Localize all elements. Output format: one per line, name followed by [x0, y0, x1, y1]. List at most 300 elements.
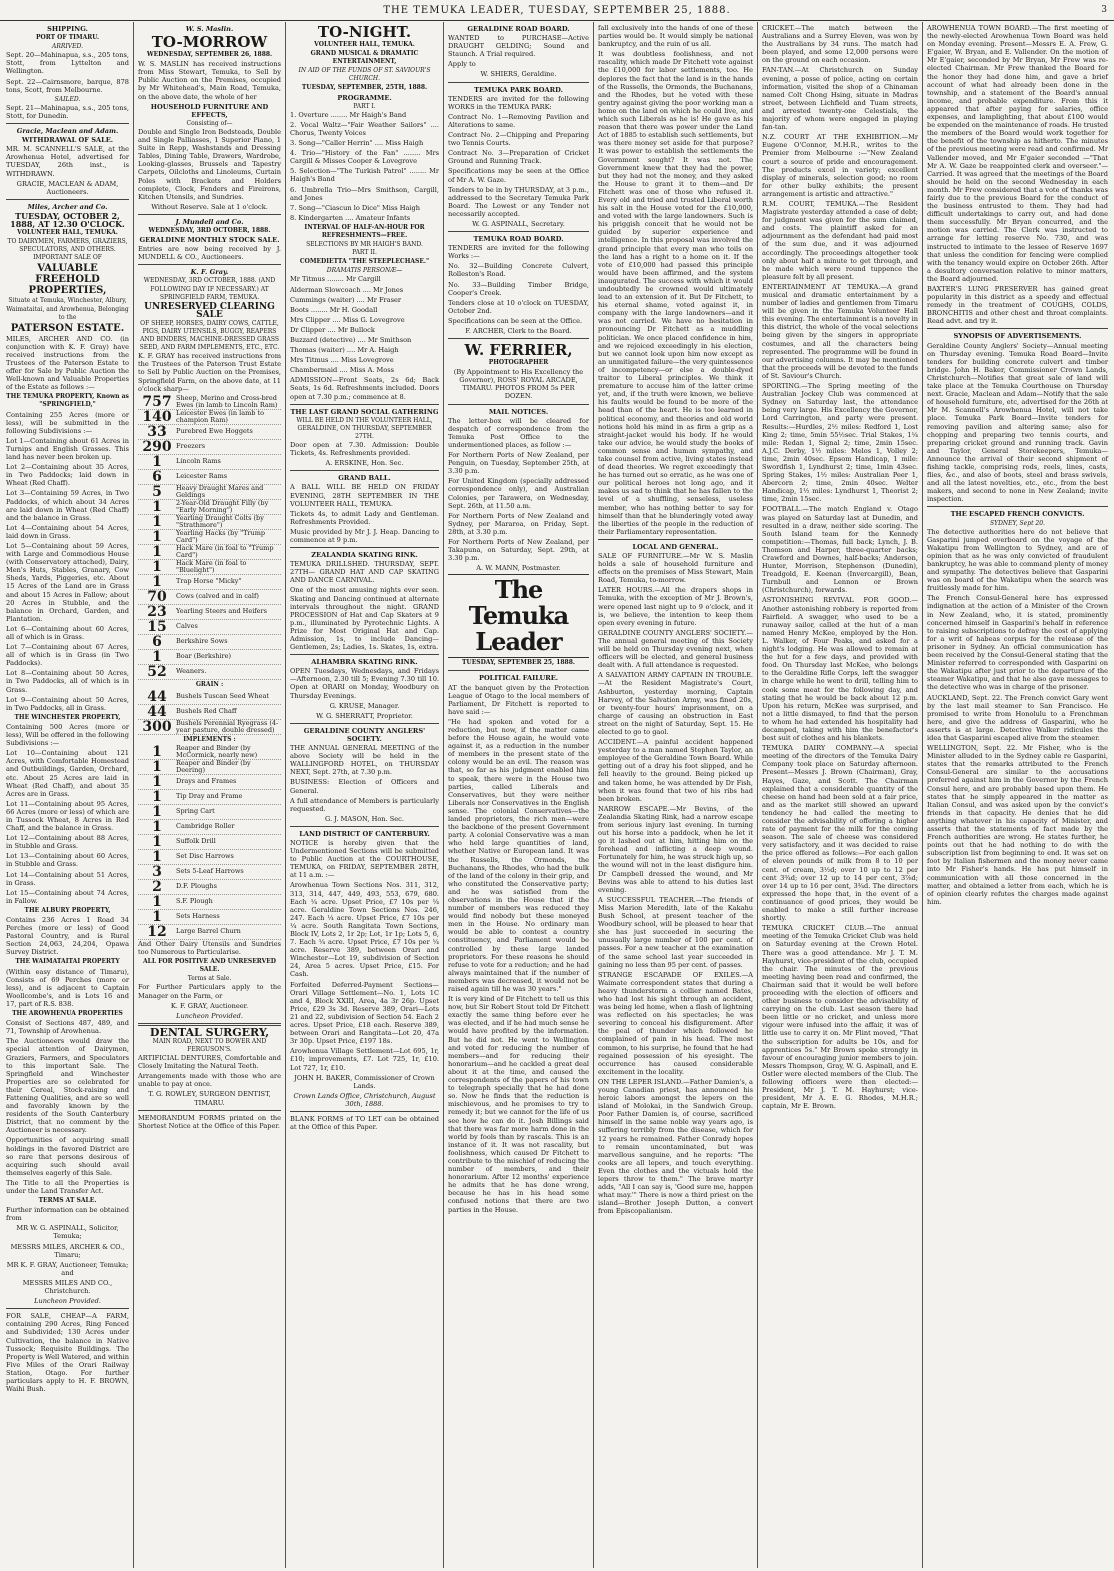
specs: Specifications may be seen at the Office of Mr A. W. Gaze.: [448, 167, 589, 184]
baker2: Crown Lands Office, Christchurch, August 30th, 1888.: [293, 1091, 436, 1108]
unreserved-heading: UNRESERVED CLEARING SALE: [144, 301, 275, 320]
grand-ball: GRAND BALL.: [338, 474, 391, 483]
convict-para: The French Consul-General here has expressed indignation at the action of a Minister of the Crown in New Zealand, who, it is stated, prominently concerned himself in Gasparini's behalf in reference to raising subscriptions to defray the cost of applying for a writ of habeas corpus for the release of the prisoner in Sydney. An official communication has been received by the Consul-General stating that the Minister referred to corresponded with Gasparini on the Wakatipu after just prior to the departure of the steamer Wakatipu, and that he also gave messages to the detective who was in charge of the prisoner.: [927, 594, 1108, 692]
column-5: [594, 22, 758, 1568]
mail-item: For Northern Ports of New Zealand and Sydney, per Mararoa, on Friday, Sept. 28th, at 3.30 p.m.: [448, 511, 589, 536]
stock-desc: Spring Cart: [176, 807, 215, 816]
stock-row: [138, 620, 281, 635]
stock-desc: Calves: [176, 622, 198, 631]
arrived-label: ARRIVED.: [52, 43, 83, 51]
stock-count: 1: [152, 893, 162, 910]
stock-desc: Cows (calved and in calf): [176, 592, 259, 601]
stock-desc: Leicester Rams: [176, 472, 228, 481]
local-item: SALE OF FURNITURE.—Mr W. S. Maslin holds a sale of household furniture and effects on the premises of Miss Stewart, Main Road, Temuka, to-morrow.: [598, 552, 753, 585]
programme-item: 8. Kindergarten .... Amateur Infants: [290, 213, 411, 222]
stock-row: [138, 665, 281, 680]
news-item: AROWHENUA TOWN BOARD.—The first meeting of the newly-elected Arowhenua Town Board was held on Monday evening. Present—Messrs E. A. Frew, G. E'gaier, W. Bryan, and E. Vallender. On the motion of Mr E'gaier, seconded by Mr Bryan, Mr Frew was re-elected Chairman. Mr Frew thanked the Board for the honor they had done him, and gave a brief account of what had already been done in the township, and a statement of the Board's annual income, and probable expenditure. From this it appeared that after paying for salaries, office expenses, and lamplighting, that about £100 would be expended on the maintenance of roads. He trusted the members of the Board would work together for the benefit of the township as hitherto. The minutes of the previous meeting were read and confirmed. Mr Vallender moved, and Mr E'gaier seconded —"That Mr A. W. Gaze be reappointed clerk and overseer."—Carried. It was agreed that the meetings of the Board should be held on the second Wednesday in each month. Mr Frew considered that a vote of thanks was fairly due to the previous Board for the conduct of the business entrusted to them. They had had difficult undertakings to carry out, and had done them successfully. Mr Bryan concurred, and the motion was carried. The Clerk was instructed to arrange for letting reserve No. 730, and was instructed to intimate to the lessee of Reserve 1697 that unless the condition for fencing were complied with the tenancy would expire on October 26th. After a desultory conversation relative to minor matters, the Board adjourned.: [927, 24, 1108, 283]
apply: Apply to: [448, 60, 476, 69]
local-item: GERALDINE COUNTY ANGLERS' SOCIETY.—The annual general meeting of this Society will be held on Thursday evening next, when officers will be elected, and general business dealt with. A full attendance is requested.: [598, 628, 753, 670]
stock-desc: Drays and Frames: [176, 777, 237, 786]
mail-item: For Northern Ports of New Zealand, per Penguin, on Tuesday, September 25th, at 3.30 p.m.: [448, 451, 589, 476]
synopsis-body: Geraldine County Anglers' Society—Annual meeting on Thursday evening. Temuka Road Board—Invite tenders for building concrete culvert and timber bridge. John H. Baker, Commissioner Crown Lands, Christchurch—Notifies that great sale of land will take place at the Temuka Courthouse on Thursday next. Gracie, Maclean and Adam—Notify that the sale of household furniture, etc, advertised for the 26th at Mr M. Scannell's Arowhenua Hotel, will not take place. Temuka Park Board—Invite tenders for removing pavilion and altering same; also for chopping and preparing two tennis courts, and preparing cricket ground and running track. Gavin and Taylor, General Storekeepers, Temuka—Announce the arrival of their second shipment of fishing tackle, comprising rods, reels, lines, casts, flies, &c., and also of boots, steel and brass swivels, and all the latest novelties, etc., etc., from the best makers, and second to none in New Zealand; invite inspection.: [927, 341, 1108, 504]
contact: MESSRS MILES AND CO., Christchurch.: [22, 1278, 113, 1296]
programme-heading: PROGRAMME.: [337, 93, 392, 102]
title-line: The Title to all the Properties is under the Land Transfer Act.: [6, 1178, 129, 1195]
column-6: [758, 22, 923, 1568]
cast-item: Alderman Slowcoach .... Mr Jones: [290, 285, 404, 294]
stock-row: [138, 895, 281, 910]
stock-count: 1: [152, 758, 162, 775]
stock-row: [138, 805, 281, 820]
stock-desc: Bushels Perennial Ryegrass (4-year pasture, double dressed): [176, 718, 279, 734]
waimataitai-desc: (Within easy distance of Timaru), Consists of 69 Perches (more or less), and is adjacent to Captain Woollcombe's, and is Lots 16 and 17, part of R.S. 838.: [6, 967, 129, 1008]
stock-desc: Large Barrel Churn: [176, 927, 241, 936]
land-body2: Arowhenua Town Sections Nos. 311, 312, 313, 314, 447, 449, 493, 553, 679, 680. Each ¼ acre. Upset Price, £7 10s per ¼ acre. Geraldine Town Sections Nos. 246, 247. Each ¼ acre. Upset Price, £7 10s per ¼ acre. South Rangitata Town Sections, Block IV, Lots 2, 1r 2p; Lot, 1r 1p; Lots 5, 6, 7. Each ¼ acre. Upset Price, £7 10s per ¼ acre. Reserve 389, between Orari and Winchester—Lot 19, subdivision of Section 24, Area 5 acres. Upset Price, £15. For Cash.: [290, 881, 439, 979]
important-sale: IMPORTANT SALE OF: [33, 254, 102, 262]
contact: MR W. G. ASPINALL, Solicitor, Temuka;: [16, 1224, 119, 1241]
stock-row: [138, 865, 281, 880]
stock-desc: D.F. Ploughs: [176, 882, 217, 891]
gray-heading: K. F. Gray.: [190, 268, 229, 277]
winchester-desc: Containing 500 Acres (more or less), Will be offered in the following Subdivisions :—: [6, 722, 129, 748]
synopsis-heading: SYNOPSIS OF ADVERTISEMENTS.: [953, 332, 1082, 341]
stock-desc: Trap Horse "Micky": [176, 577, 242, 586]
sherratt: W. G. SHERRATT, Proprietor.: [316, 711, 413, 720]
stock-desc: Reaper and Binder (by McCormick, nearly new): [176, 743, 258, 759]
news-item: TEMUKA CRICKET CLUB.—The annual meeting of the Temuka Cricket Club was held on Saturday evening at the Crown Hotel. There was a good attendance. Mr J. T. M. Hayhurst, vice-president of the club, occupied the chair. The minutes of the previous meeting having been read and confirmed, the Chairman said that it would be well before proceeding with the election of officers and other business to consider the advisability of carrying on the club. Last season there had been little or no cricket, and unless more vigour were infused into the affair, it was of little use to carry it on. Mr Flint moved, "That the subscription for adults be 10s, and for apprentices 5s." Mr Brown spoke strongly in favour of encouraging junior members to join. Messrs Thompson, Gray, W. G. Aspinall, and E. Ostler were elected members of the Club. The following officers were then elected:—President, Mr J. T. M. Hayhurst; vice-president, Mr A. E. G. Rhodes, M.H.R.; captain, Mr E. Brown.: [762, 924, 918, 1111]
local-general: LOCAL AND GENERAL.: [632, 542, 719, 551]
stock-row: [138, 910, 281, 925]
stock-desc: Reaper and Binder (by Deering): [176, 758, 251, 774]
column-1: [2, 22, 134, 1568]
masthead-title: THE TEMUKA LEADER, TUESDAY, SEPTEMBER 25, 1888.: [383, 4, 731, 16]
comedietta: COMEDIETTA "THE STEEPLECHASE.": [299, 258, 430, 266]
dramatis: DRAMATIS PERSONÆ—: [326, 267, 403, 275]
convict-para: WELLINGTON, Sept. 22. Mr Fisher, who is the Minister alluded to in the Sydney cable re Gasparini, states that the remarks attributed to the French Consul-General are similar to the accusations preferred against him in the Governor by the French Consul here, and are probably based upon them. He states that he simply appeared in the matter as Italian Consul, and was asked upon by the convict's friends in that capacity. He denies that he did anything whatever in his capacity of Minister, and asserts that the statements of fact made by the French authorities are wrong. He states further, he points out that he had nothing to do with the subscription list from beginning to end. It was set on foot by Italian fishermen and the money never came into Mr Fisher's hands. He has put himself in communication with all those concerned in the matter, and obtained a letter from each, which he is of opinion clearly refutes the charges made against him.: [927, 744, 1108, 906]
stock-row: [138, 485, 281, 500]
stock-of: OF SHEEP, HORSES, DAIRY COWS, CATTLE, PIGS, DAIRY UTENSILS, BUGGY, REAPERS AND BINDERS, MACHINE-DRESSED GRASS SEED, AND FARM IMPLEMENTS, ETC., ETC.: [139, 319, 280, 352]
paper-title: The Temuka Leader: [448, 574, 589, 658]
stock-count: 1: [152, 803, 162, 820]
political-failure: POLITICAL FAILURE.: [478, 674, 559, 683]
lot-item: Lot 15—Containing about 74 Acres, in Fallow.: [6, 888, 129, 905]
stock-count: 52: [147, 663, 167, 680]
cast-item: Mrs Clipper .... Miss G. Lovegrove: [290, 315, 405, 324]
lot-item: Lot 8—Containing about 50 Acres, in Two Paddocks, all of which is in Grass.: [6, 669, 129, 694]
mail-item: For Northern Ports of New Zealand, per Takapuna, on Saturday, Sept. 29th, at 3.30 p.m.: [448, 537, 589, 563]
stock-desc: Bushels Tuscan Seed Wheat: [176, 692, 270, 701]
road-item: No. 32—Building Concrete Culvert, Rolleston's Road.: [448, 262, 589, 279]
stock-count: 1: [152, 648, 162, 665]
stock-count: 6: [152, 468, 162, 485]
sale-venue: VOLUNTEER HALL, TEMUKA.: [17, 229, 118, 237]
stock-row: [138, 605, 281, 620]
furniture-items: Double and Single Iron Bedsteads, Double and Single Palliasses, 1 Superior Piano, 1 Suite in Repp, Washstands and Dressing Tables, Dining Table, Drawers, Wardrobe, Looking-glasses, Brussels and Tapestry Carpets, Oilcloths and Linoleums, Curtain Poles with Brackets and Holders complete, Clock, Fenders and Fireirons, Kitchen Utensils, and Sundries.: [138, 127, 281, 201]
stock-count: 757: [142, 393, 172, 410]
news-item: TEMUKA DAIRY COMPANY.—A special meeting of the directors of the Temuka Dairy Company took place on Saturday afternoon. Present—Messrs J. Brown (Chairman), Gray, Hayes, Gaze, and Scott. The Chairman explained that a considerable quantity of the cheese on hand had been sold at a fair price, and as the market still showed an upward tendency he had called the meeting to consider the advisability of offering a higher rate of payment for the milk for the coming season. The sale of cheese was considered very satisfactory, and it was decided to raise the price offered as follows:—For each gallon of eleven pounds of milk from 8 to 10 per cent. of cream, 3½d; over 10 up to 12 per cent 3¾d; over 12 up to 14 per cent, 3⅞d; over 14 up to 16 per cent, 3¾d. The directors expressed the hope that, in the event of a continuance of good prices, they would be enabled to make a still further increase shortly.: [762, 744, 918, 923]
music: Music provided by Mr J. J. Heap. Dancing to commence at 9 p.m.: [290, 527, 439, 544]
stock-row: [138, 500, 281, 515]
arowhenua-property: THE AROWHENUA PROPERTIES: [12, 1010, 123, 1018]
stock-row: [138, 745, 281, 760]
local-item: ACCIDENT.—A painful accident happened yesterday to a man named Stephen Taylor, an employee of the Geraldine Town Board. While getting out of a dray his foot slipped, and he fell heavily to the ground. Being picked up and taken home, he was attended by Dr Fish, when it was found that two of his ribs had been broken.: [598, 738, 753, 803]
stock-desc: Bushels Red Chaff: [176, 707, 237, 716]
luncheon: Luncheon Provided.: [34, 1297, 101, 1306]
lot-item: Lot 9—Containing about 50 Acres, in Two Paddocks, all in Grass.: [6, 695, 129, 712]
stock-count: 70: [147, 588, 167, 605]
grain-heading: GRAIN :: [195, 680, 224, 688]
column-4: [444, 22, 594, 1568]
maslin-body: W. S. MASLIN has received instructions from Miss Stewart, Temuka, to Sell by Public Auction on the Premises, occupied by Mr Whitehead's, Main Road, Temuka, on the above date, the whole of her: [138, 60, 281, 101]
stock-row: [138, 925, 281, 940]
stock-row: [138, 880, 281, 895]
park-tenders: TENDERS are invited for the following WORKS in the TEMUKA PARK:: [448, 94, 589, 111]
column-7: [923, 22, 1112, 1568]
news-item: N.Z. COURT AT THE EXHIBITION.—Mr Eugene O'Connor, M.H.R., writes to the Premier from Melbourne :—"New Zealand court a source of pride and encouragement. The products excel in variety; excellent display of minerals, selection good; no room for other bulky exhibits; the present arrangement is artistic and attractive.": [762, 133, 918, 198]
stock-count: 1: [152, 558, 162, 575]
maslin-heading: W. S. Maslin.: [185, 25, 234, 33]
news-item: FAN-TAN.—At Christchurch on Sunday evening, a posse of police, acting on certain information, visited the shop of a Chinaman named Colt Chong Hsing, situate in Madras street, between Lichfield and Tuam streets, and arrested twenty-one Celestials, the majority of whom were engaged in playing fan-tan.: [762, 66, 918, 132]
sale-intro: MILES, ARCHER AND CO. (in conjunction with K. F. Gray) have received instructions from the Trustees of the Paterson Estate to offer for Sale by Public Auction the Well-known and Valuable Properties of the Estate as follows :—: [6, 334, 129, 392]
land-body3: Forfeited Deferred-Payment Sections— Orari Village Settlement—No. 1, Lots 1C and 4, Block XXIII, Area, 4a 3r 26p. Upset Price, £29 3s 3d. Reserve 389, Orari—Lots 21 and 22, subdivision of Section 54. Each 2 acres. Upset Price, £18 each. Reserve 389, between Orari and Rangitata—Lot 20, 47a 3r 30p. Upset Price, £197 18s.: [290, 980, 439, 1046]
editorial-cont: fall exclusively into the hands of one of these parties would be. It would simply be national bankruptcy, and the ruin of us all.: [598, 24, 753, 49]
stock-count: 1: [152, 788, 162, 805]
land-body4: Arowhenua Village Settlement—Lot 695, 1r, £10; improvements, £7. Lot 725, 1r, £10. Lot 727, 1r, £10.: [290, 1047, 439, 1072]
part-2: PART II.: [352, 249, 377, 257]
selections: SELECTIONS BY MR HAIGH'S BAND.: [306, 241, 423, 249]
local-item: LATER HOURS.—All the drapers shops in Temuka, with the exception of Mr J. Brown's, were opened last night up to 9 o'clock, and it is, we believe, the intention to keep them open every evening in future.: [598, 586, 753, 627]
news-item: ENTERTAINMENT AT TEMUKA.—A grand musical and dramatic entertainment by a number of ladies and gentlemen from Timaru will be given in the Temuka Volunteer Hall this evening. The entertainment is a novelty in this district, the whole of the vocal selections being given by the singers in appropriate costumes, and all the characters being represented. The programme will be found in our advertising columns. It may be mentioned that the proceeds will be devoted to the funds of St. Saviour's Church.: [762, 282, 919, 380]
baker: JOHN H. BAKER, Commissioner of Crown Lands.: [294, 1073, 435, 1090]
photographer: PHOTOGRAPHER: [488, 359, 549, 367]
temuka-road-board: TEMUKA ROAD BOARD.: [473, 235, 564, 244]
stock-count: 1: [152, 513, 162, 530]
blank-forms: BLANK FORMS of TO LET can be obtained at the Office of this Paper.: [290, 1114, 439, 1132]
stock-desc: Lincoln Rams: [176, 457, 221, 466]
temuka-property: THE TEMUKA PROPERTY, Known as "SPRINGFIELD,": [6, 393, 129, 409]
stock-desc: Suffolk Drill: [176, 837, 216, 846]
road-close: Tenders close at 10 o'clock on TUESDAY, October 2nd.: [448, 298, 589, 315]
stock-count: 6: [152, 633, 162, 650]
stock-row: [138, 395, 281, 410]
stock-row: [138, 560, 281, 575]
stock-row: [138, 530, 281, 545]
stock-count: 1: [152, 498, 162, 515]
programme-item: 2. Vocal Waltz—"Fair Weather Sailors" .... Chorus, Twenty Voices: [290, 120, 439, 137]
dental-body: ARTIFICIAL DENTURES, Comfortable and Closely Imitating the Natural Teeth.: [138, 1054, 281, 1071]
valuable-properties: VALUABLE FREEHOLD PROPERTIES,: [28, 263, 107, 297]
to-audience: TO DAIRYMEN, FARMERS, GRAZIERS, SPECULATORS, AND OTHERS.: [7, 238, 128, 254]
anglers-heading: GERALDINE COUNTY ANGLERS' SOCIETY.: [303, 726, 426, 743]
road-item: No. 33—Building Timber Bridge, Cooper's Creek.: [448, 280, 589, 297]
gray-body: K. F. GRAY has received instructions from the Trustees of the Paterson Trust Estate to Sell by Public Auction on the Premises, Springfield Farm, on the above date, at 11 o'clock sharp—: [138, 352, 281, 393]
tomorrow-date: WEDNESDAY, SEPTEMBER 26, 1888.: [146, 51, 273, 59]
local-item: STRANGE ESCAPADE OF EXILES.—A Waimate correspondent states that during a heavy thunderstorm a collier named Bates, who had lost his sight through an accident, was being led home, when a flash of lightning was reflected on his spectacles; he was severing to conceal his disfigurement. After the peal of thunder which followed he complained of pain in his head. The most common, to his surprise, he found that he had regained possession of his eyesight. The occurrence has caused considerable excitement in the locality.: [598, 970, 753, 1076]
entertainment-date: TUESDAY, SEPTEMBER, 25TH, 1888.: [301, 84, 428, 92]
grain-list: [138, 690, 281, 735]
lot-item: Lot 6—Containing about 60 Acres, all of which is in Grass.: [6, 624, 129, 641]
stock-list: [138, 395, 281, 680]
interval: INTERVAL OF HALF-AN-HOUR FOR REFRESHMENTS—FREE.: [304, 223, 425, 239]
sale-date: TUESDAY, OCTOBER 2, 1888, AT 12.30 O'CLOCK.: [10, 210, 125, 229]
dental-sub: MAIN ROAD, NEXT TO BOWER AND FERGUSON'S.: [152, 1037, 267, 1053]
part-1: PART I.: [353, 102, 376, 110]
withdrawal-heading: WITHDRAWAL OF SALE.: [21, 136, 114, 145]
stock-desc: Tip Dray and Frame: [176, 792, 243, 801]
programme-item: 1. Overture ........ Mr Haigh's Band: [290, 110, 407, 119]
programme-item: 4. Trio—"History of the Fan" ........ Mrs Cargill & Misses Cooper & Lovegrove: [290, 149, 439, 166]
admission: ADMISSION—Front Seats, 2s 6d; Back Seats, 1s 6d. Refreshments included. Doors open at 7.30 p.m.; commence at 8.: [290, 376, 439, 401]
further-info: Further information can be obtained from: [6, 1206, 129, 1223]
land-body: NOTICE is hereby given that the Undermentioned Sections will be submitted to Public Auction at the COURTHOUSE, TEMUKA, on FRIDAY, SEPTEMBER 28TH, at 11 a.m. :—: [290, 838, 439, 880]
cast-item: Thomas (waiter) .... Mr A. Haigh: [290, 346, 399, 355]
dental-heading: DENTAL SURGERY,: [149, 1025, 270, 1039]
shiers: W. SHIERS, Geraldine.: [480, 70, 557, 79]
implements-heading: IMPLEMENTS :: [183, 735, 236, 743]
luncheon: Luncheon Provided.: [176, 1011, 243, 1020]
editorial-cont: It was doubtless foolishness, and not rascality, which made Dr Fitchett vote against the £10,000 for labor settlements, too. He deplores the fact that the land is in the hands of the Russells, the Ormonds, the Buchanans, and the Rhodes, but he voted with these gentry against giving the poor working man a home on the land on which he could live, and which such Liberals as he is! He gave as his reason that there was power under the Land Act of 1885 to establish such settlements, but was there money set aside for that purpose? It was power to establish the settlements the Government sought? It was not. The Government knew that they had the power, but they had not the money, and they asked the House to grant it to them—and Dr Fitchett was one of those who refused it. Every old and tried and trusted Liberal worth his salt in the House voted for the £10,000, and voted with the large landowners. Such is his priggish conceit that he would not be guided by superior experience and intelligence. In this proposal was involved the grand principle that every man who toils on the land has a right to a home on it. If the vote of £10,000 had passed this principle would have been affirmed, and the system inaugurated. The success with which it would undoubtedly be crowned would ultimately lead to an extension of it. But Dr Fitchett, to his eternal shame, voted against it, in company with the large landowners—and it was not carried. We have no hesitation in pronouncing Dr Fitchett as a muddling politician. We once placed confidence in him, and we rejoiced exceedingly in his election, but we cannot look upon him now except as an unmitigated failure—the very quintessence of incompetency—or else a double-dyed traitor to Liberal principles. We think it premature to accuse him of the latter crime yet, and, if the truth were known, we believe his faults would be found to be more of the head than of the heart. He is too learned in political economy, and theories and old world notions hold his mind in as firm a grip as a straight-jacket would his body. If he would take our advice, he would study the books of common sense and human sympathy, and take counsel from active, living states instead of dead theories. We regret exceedingly that he has turned out so erratic, as he was one of our political heroes not long ago, and it makes us sad to think that he has fallen to the level of a shuffling, senseless, useless member, who has nothing better to say for himself than that he blunderingly voted away the liberties of the people in the reduction of their Parliamentary representation.: [598, 50, 753, 536]
stock-row: [138, 650, 281, 665]
ball-body: A BALL WILL BE HELD ON FRIDAY EVENING, 28TH SEPTEMBER IN THE VOLUNTEER HALL, TEMUKA.: [290, 483, 439, 508]
kruse: G. KRUSE, Manager.: [329, 701, 400, 710]
sailed-label: SAILED.: [54, 95, 81, 103]
convict-para: The detective authorities here do not believe that Gasparini jumped overboard on the voyage of the Wakatipu from Wellington to Sydney, and are of opinion that as he was only convicted of fraudulent bankruptcy, he was able to command plenty of money and sympathy. The detectives believe that Gasparini was on board of the Wakatipu when the search was fruitlessly made for him.: [927, 527, 1108, 593]
gray-sign: K. F. GRAY, Auctioneer.: [170, 1001, 249, 1010]
land-district: LAND DISTRICT OF CANTERBURY.: [299, 829, 430, 838]
stock-count: 5: [152, 483, 162, 500]
mann: A. W. MANN, Postmaster.: [476, 564, 561, 573]
stock-row: [138, 470, 281, 485]
sydney-dateline: SYDNEY, Sept 20.: [990, 519, 1045, 527]
stock-count: 140: [142, 408, 172, 425]
other-items: And Other Dairy Utensils and Sundries too Numerous to Particularise.: [138, 939, 281, 957]
aid-of: IN AID OF THE FUNDS OF ST. SAVIOUR'S CHURCH.: [298, 67, 431, 83]
stock-desc: S.F. Plough: [176, 897, 213, 906]
programme-item: 3. Song—"Caller Herrin" .... Miss Haigh: [290, 139, 424, 148]
lot-item: Lot 5—Containing about 59 Acres, with Large and Commodious House (with Conservatory attached), Dairy, Men's Huts, Stables, Granary, Cow Sheds, Yards, Piggeries, etc. About 15 Acres of the Land are in Grass and about 15 Acres in Fallow; about 20 Acres in Stubble, and the balance in Orchard, Garden, and Plantation.: [6, 541, 129, 623]
dental-body2: Arrangements made with those who are unable to pay at once.: [138, 1072, 281, 1089]
business: BUSINESS: Election of Officers and General.: [290, 778, 439, 795]
withdrawal-sign: GRACIE, MACLEAN & ADAM, Auctioneers.: [16, 179, 119, 196]
stock-row: [138, 705, 281, 720]
social-gathering: THE LAST GRAND SOCIAL GATHERING: [290, 407, 439, 416]
cast-item: Dr Clipper .... Mr Bullock: [290, 325, 375, 334]
programme-item: 5. Selection—"The Turkish Patrol" ........ Mr Haigh's Band: [290, 167, 439, 184]
stock-count: 1: [152, 833, 162, 850]
programme-item: 7. Song—"Ciascun lo Dice" Miss Haigh: [290, 203, 420, 212]
cast-item: Cummings (waiter) .... Mr Fraser: [290, 295, 402, 304]
road-tenders: TENDERS are invited for the following Works :—: [448, 244, 589, 261]
mail-item: For United Kingdom (specially addressed correspondence only), and Australian Colonies, per Tarawera, on Wednesday, Sept. 26th, at 11.50 a.m.: [448, 477, 589, 510]
local-item: NARROW ESCAPE.—Mr Bevins, of the Zealandia Skating Rink, had a narrow escape from serious injury last evening. In turning out his horse into a paddock, when he let it go it lashed out at him, hitting him on the forehead and inflicting a deep wound. Fortunately for him, he was struck high up, so the wound will not in the least disfigure him. Dr Campbell dressed the wound, and Mr Bevins was able to attend to his duties last evening.: [598, 804, 753, 894]
withdrawal-body: MR. M. SCANNELL'S SALE, at the Arowhenua Hotel, advertised for TUESDAY, 26th inst., is WITHDRAWN.: [6, 145, 129, 178]
column-3: [286, 22, 444, 1568]
stock-desc: Yearling Draught Colts (by "Strathmore"): [176, 513, 264, 529]
stock-row: [138, 440, 281, 455]
contact: MR K. F. GRAY, Auctioneer, Temuka; and: [6, 1260, 129, 1277]
further: For Further Particulars apply to the Manager on the Farm, or: [138, 983, 281, 1000]
newspaper-columns: [2, 22, 1112, 1568]
temuka-park-board: TEMUKA PARK BOARD.: [474, 85, 563, 94]
shipping-heading: SHIPPING.: [47, 25, 88, 33]
waimataitai-property: THE WAIMATAITAI PROPERTY: [15, 958, 120, 966]
stock-row: [138, 590, 281, 605]
cast-item: Chambermaid .... Miss A. Moss: [290, 366, 395, 375]
stock-desc: Cambridge Roller: [176, 822, 235, 831]
household-furniture: HOUSEHOLD FURNITURE AND EFFECTS,: [150, 102, 269, 119]
grand-entertainment: GRAND MUSICAL & DRAMATIC ENTERTAINMENT,: [310, 50, 419, 66]
stock-count: 15: [147, 618, 167, 635]
ferrier-body: (By Appointment to His Excellency the Governor), ROSS' ROYAL ARCADE, TIMARU. PHOTOS FROM 5s PER DOZEN.: [453, 368, 584, 401]
mail-body: The letter-box will be cleared for despatch of correspondence from the Temuka Post Office to the undermentioned places, as follow :—: [448, 416, 589, 449]
stock-row: [138, 425, 281, 440]
terms: TERMS AT SALE.: [38, 1197, 97, 1205]
stock-count: 33: [147, 423, 167, 440]
stock-row: [138, 790, 281, 805]
paper-date: TUESDAY, SEPTEMBER 25, 1888.: [462, 659, 575, 667]
lot-item: Lot 13—Containing about 60 Acres, in Stubble and Grass.: [6, 852, 129, 869]
arrival-1: Sept. 20—Mahinapua, s.s., 205 tons, Stott, from Lyttelton and Wellington.: [6, 51, 129, 76]
farm-for-sale: FOR SALE, CHEAP—A FARM, containing 290 Acres, Ring Fenced and Subdivided; 130 Acres under Cultivation, the balance in Native Tussock; Requisite Buildings. The Property is Well Watered, and within Five Miles of the Orari Railway Station, Otago. For further particulars apply to H. F. BROWN, Waihi Bush.: [6, 1312, 130, 1394]
mason: G. J. MASON, Hon. Sec.: [325, 814, 404, 823]
news-item: SPORTING.—The Spring meeting of the Australian Jockey Club was commenced at Sydney on Saturday last, the attendance being very large. His Excellency the Governor, Lord Carrington, and party were present. Results:—Hurdles, 2½ miles: Redford 1, Lost King 2; time, 5min 55½sec. Trial Stakes, 1¼ mile: Redan 1, Signal 2; time, 2min 15sec. A.J.C. Derby, 1½ miles: Melos 1, Volley 2; time, 2min 40sec. Epsom Handicap, 1 mile: Swordfish 1, Lyndhurst 2; time, 1min 43sec. Spring Stakes, 1½ miles: Australian Peer 1, Abercorn 2; time, 2min 40sec. Welter Handicap, 1½ miles: Lyndhurst 1, Theorist 2; time, 2min 15sec.: [762, 382, 918, 504]
stock-row: [138, 760, 281, 775]
alhambra-rink: ALHAMBRA SKATING RINK.: [311, 658, 418, 667]
estate-name: PATERSON ESTATE.: [10, 322, 125, 334]
stock-count: 12: [147, 923, 167, 940]
tonight-heading: TO-NIGHT.: [317, 23, 412, 41]
stock-row: [138, 635, 281, 650]
arowhenua-desc: Consist of Sections 487, 489, and 71, Township of Arowhenua.: [6, 1019, 129, 1036]
convict-para: AUCKLAND, Sept. 22. The French convict Gary went by the last mail steamer to San Francisco. He promised to write from Honolulu to a Frenchman here, and give the address of Gasparini, who he asserts is at large. Detective Walker ridicules the idea that Gasparini escaped alive from the steamer.: [927, 693, 1108, 742]
albury-property: THE ALBURY PROPERTY,: [24, 906, 111, 914]
stock-row: [138, 850, 281, 865]
news-item: ASTONISHING REVIVAL FOR GOOD.—Another astonishing robbery is reported from Fairfield. A swagger, who used to be a runaway sailor, called at the hut of a man named Henry McKee, employed by the Hon. L. Walker, of Four Peaks, and asked for a night's lodging. He was allowed to remain at the hut for a few days, and provided with food. On Thursday last McKee, who belongs to the Geraldine Rifle Corps, left the swagger in charge while he went to drill, telling him to cook some meat for the following day, and stating that he would be back about 12 p.m. Upon his return, McKee was surprised, and not a little dismayed, to find that the person to whom he had extended his hospitality had decamped, taking with him the benefactor's best suit of clothes and his blankets.: [762, 596, 918, 743]
memorandum: MEMORANDUM FORMS printed on the Shortest Notice at the Office of this Paper.: [138, 1113, 281, 1130]
stock-count: 44: [147, 703, 167, 720]
cast-item: Buzzard (detective) .... Mr Smithson: [290, 336, 412, 344]
stock-count: 2: [152, 878, 162, 895]
stock-row: [138, 690, 281, 705]
erskine: A. ERSKINE, Hon. Sec.: [325, 459, 404, 468]
contract-item: Contract No. 1—Removing Pavilion and Alterations to same.: [448, 112, 589, 129]
winchester-property: THE WINCHESTER PROPERTY,: [14, 713, 121, 721]
column-2: [134, 22, 286, 1568]
aspinall: W. G. ASPINALL, Secretary.: [472, 219, 565, 228]
stock-count: 1: [152, 773, 162, 790]
anglers-body: THE ANNUAL GENERAL MEETING of the above Society will be held in the WALLINGFORD HOTEL, on THURSDAY NEXT, Sept. 27th, at 7.30 p.m.: [290, 744, 439, 777]
stock-desc: Hack Mare (in foal to "Bluelight"): [176, 558, 247, 574]
stock-desc: Purebred Ewe Hoggets: [176, 427, 253, 436]
contact: MESSRS MILES, ARCHER & CO., Timaru;: [10, 1242, 125, 1259]
closing-1: The Auctioneers would draw the special attention of Dairymen, Graziers, Farmers, and Speculators to this important Sale. The Springfield and Winchester Properties are so celebrated for their Cereal, Stock-raising and Fattening Qualities, and are so well and favorably known by the residents of the South Canterbury District, that no comment by the Auctioneer is necessary.: [6, 1037, 129, 1135]
contract-item: Contract No. 2—Chipping and Preparing two Tennis Courts.: [448, 131, 589, 148]
local-item: A SUCCESSFUL TEACHER.—The friends of Miss Marion Meredith, late of the Kakahu Bush School, at present teacher of the Woodbury school, will be pleased to hear that she has just succeeded in securing the unusually large number of 100 per cent. of passes. For a new teacher at the examination of the same school last year succeeded in gaining no less than 95 per cent. of passes.: [598, 895, 753, 969]
stock-desc: Leicester Ewes (in lamb to champion Ram): [176, 408, 264, 424]
stock-row: [138, 515, 281, 530]
news-item: CRICKET.—The match between the Australians and a Surrey Eleven, was won by the Australians by 34 runs. The match had been played, and some 12,000 persons were on the ground on each occasion.: [762, 24, 918, 65]
lot-item: Lot 2—Containing about 35 Acres, in Two Paddocks; laid down in Wheat (Red Chaff).: [6, 463, 129, 488]
ferrier-heading: W. FERRIER,: [464, 341, 573, 360]
stock-count: 1: [152, 543, 162, 560]
geraldine-road-board: GERALDINE ROAD BOARD.: [467, 25, 570, 33]
editorial-para: AT the banquet given by the Protection League of Otago to the local members of Parliament, Dr Fitchett is reported to have said :—: [448, 683, 589, 716]
stock-row: [138, 455, 281, 470]
full-attendance: A full attendance of Members is particularly requested.: [290, 796, 439, 813]
news-item: R.M. COURT, TEMUKA.—The Resident Magistrate yesterday attended a case of debt; for judgment was given for the sum claimed, and costs. The plaintiff asked for an adjournment as the defendant had paid most of the sum due, and it was adjourned accordingly. The proceedings altogether took only about half a minute to get through, and he made which were round tuppence the pleasure felt by all present.: [762, 199, 918, 281]
stock-desc: 2-Year-Old Draught Filly (by "Early Morning"): [176, 498, 269, 514]
lot-item: Lot 12—Containing about 88 Acres, in Stubble and Grass.: [6, 834, 129, 851]
stock-desc: Yearling Steers and Heifers: [176, 607, 267, 616]
lot-item: Lot 3—Containing 59 Acres, in Two Paddocks, of which about 34 Acres are laid down in Wheat (Red Chaff) and the balance in Grass.: [6, 489, 129, 522]
stock-count: 1: [152, 818, 162, 835]
masthead: [0, 0, 1114, 21]
gray-date: WEDNESDAY, 3RD OCTOBER, 1888. (AND FOLLOWING DAY IF NECESSARY.) AT SPRINGFIELD FARM, TEMUKA.: [143, 277, 276, 301]
stock-count: 1: [152, 453, 162, 470]
consisting: Consisting of—: [186, 119, 233, 127]
mundell-body: Entries are now being received by J. MUNDELL & CO., Auctioneers.: [138, 245, 281, 262]
stock-count: 23: [147, 603, 167, 620]
lot-item: Lot 7—Containing about 67 Acres, all of which is in Grass (in Two Paddocks).: [6, 643, 129, 668]
stock-desc: Heavy Draught Mares and Geldings: [176, 483, 264, 499]
tenders-in: Tenders to be in by THURSDAY, at 3 p.m., addressed to the Secretary Temuka Park Board. The Lowest or any Tender not necessarily accepted.: [448, 185, 589, 218]
stock-count: 44: [147, 688, 167, 705]
road-spec: Specifications can be seen at the Office.: [448, 316, 583, 325]
stock-count: 1: [152, 573, 162, 590]
contract-item: Contract No. 3—Preparation of Cricket Ground and Running Track.: [448, 149, 589, 166]
stock-count: 3: [152, 863, 162, 880]
port-heading: PORT OF TIMARU.: [35, 34, 100, 42]
gma-heading: Gracie, Maclean and Adam.: [16, 127, 119, 136]
stock-count: 290: [142, 438, 172, 455]
albury-desc: Contains 236 Acres 1 Road 34 Perches (more or less) of Good Pastoral Country, and is Rural Section 24,063, 24,204, Opawa Survey District.: [6, 916, 129, 957]
lot-item: Lot 14—Containing about 51 Acres, in Grass.: [6, 870, 129, 887]
mundell-date: WEDNESDAY, 3RD OCTOBER, 1888.: [148, 226, 271, 234]
stock-desc: Set Disc Harrows: [176, 852, 234, 861]
stock-row: [138, 820, 281, 835]
tonight-venue: VOLUNTEER HALL, TEMUKA.: [314, 41, 415, 48]
zealandia-rink: ZEALANDIA SKATING RINK.: [311, 551, 418, 560]
sailing-1: Sept. 21—Mahinapua, s.s., 205 tons, Stott, for Dunedin.: [6, 103, 129, 120]
stock-row: [138, 545, 281, 560]
stock-row: [138, 775, 281, 790]
lot-item: Lot 10—Containing about 121 Acres, with Comfortable Homestead and Outbuildings, Garden, Orchard, etc. About 25 Acres are laid in Wheat (Red Chaff), and about 35 Acres are in Grass.: [6, 749, 129, 798]
without-reserve: Without Reserve. Sale at 1 o'clock.: [151, 202, 268, 211]
cast-item: Boots ........ Mr H. Goodall: [290, 305, 378, 314]
monthly-stock-sale: GERALDINE MONTHLY STOCK SALE.: [139, 236, 280, 245]
terms: Terms at Sale.: [187, 975, 232, 983]
stock-count: 1: [152, 743, 162, 760]
page-number: 3: [1101, 5, 1108, 15]
stock-desc: Yearling Hacks (by "Trump Card"): [176, 528, 266, 544]
cast-item: Mrs Titmus .... Miss Lovegrove: [290, 356, 394, 365]
stock-count: 1: [152, 848, 162, 865]
news-item: FOOTBALL.—The match England v. Otago was played on Saturday last at Dunedin, and resulted in a draw, neither side scoring. The South Island team for the Kennedy competition:—Thomas, full back; Lynch, J. B. Thomson and Harper, three-quarter backs; Crawford and Downes, half-backs; Anderson, Hunter, Morrison, Stephenson (Dunedin), Treadgold, E. Keenan (Invercargill), Bean, Turnbull and Lennon or Brown (Christchurch), forwards.: [762, 505, 918, 595]
stock-desc: Sets Harness: [176, 912, 220, 921]
stock-desc: Boar (Berkshire): [176, 652, 232, 661]
editorial-para: "He had spoken and voted for a reduction, but now, if the matter came before the House again, he would vote against it, as a reduction in the number of members in the present state of the colony would be an evil. The reason was that, so far as his judgment enabled him to speak, there were in the House two parties, called Liberals and Conservatives, but they were neither Liberals nor Conservatives in the English sense. The colonial Conservatives—the landed proprietors, the rich men—were the backbone of the present Government party. A colonial Conservative was a man who held large quantities of land, whether Native or European land. It was the Russells, the Ormonds, the Buchanans, the Rhodes, who had the bulk of the land of the colony in their grip, and who constituted the Conservative party; and he was satisfied from the observations in the House that if the number of members was reduced they would find nobody but these moneyed men in the House. No ordinary man would be able to contest a country constituency, and Parliament would be controlled by these large landed proprietors. For these reasons he should refuse to vote for a reduction; and he had always maintained that if the number of members was decreased, it would not be raised again till he was 30 years.": [448, 717, 589, 993]
local-item: A SALVATION ARMY CAPTAIN IN TROUBLE.—At the Resident Magistrate's Court, Ashburton, yesterday morning, Captain Harvey, of the Salvation Army, was fined 20s, or twenty-four hours' imprisonment, on a charge of causing an obstruction in East street on the night of Saturday, Sept. 15. He elected to go to gaol.: [598, 671, 753, 736]
stock-count: 1: [152, 908, 162, 925]
tickets: Tickets 4s, to admit Lady and Gentleman. Refreshments Provided.: [290, 509, 439, 526]
cast-item: Mr Titmus ........ Mr Cargill: [290, 275, 381, 284]
escaped-convicts: THE ESCAPED FRENCH CONVICTS.: [950, 510, 1085, 519]
zealandia-body: TEMUKA DRILLSHED. THURSDAY, SEPT. 27TH— GRAND HAT AND CAP SKATING AND DANCE CARNIVAL.: [290, 560, 439, 585]
mac-heading: Miles, Archer and Co.: [27, 202, 108, 211]
editorial-para: It is very kind of Dr Fitchett to tell us this now, but Sir Robert Stout told Dr Fitchett exactly the same thing before ever he was elected, and if he had much sense he would have profited by the information. But he did not. He went to Wellington and voted for reducing the number of members—and for reducing their honorarium—and he cackled a great deal about it at the time, and caused the correspondents of the papers of his town to telegraph specially that he had done so. Now he finds that the reduction is mischievous, and he promises to try to remedy it; but we cannot for the life of us see how he can do it. Josh Billings said that there was far more harm done in the world by fools than by rascals. This is an instance of it. It was not rascality, but foolishness, which caused Dr Fitchett to contribute to the mischief of reducing the number of members, and their honorarium. After 12 months' experience he admits that he has done wrong, because he has in his head some confused notions that there are two parties in the House.: [448, 995, 589, 1214]
mundell-heading: J. Mundell and Co.: [175, 217, 244, 226]
closing-2: Opportunities of acquiring small holdings in the favored District are so rare that persons desirous of acquiring such should avail themselves eagerly of this Sale.: [6, 1136, 129, 1177]
